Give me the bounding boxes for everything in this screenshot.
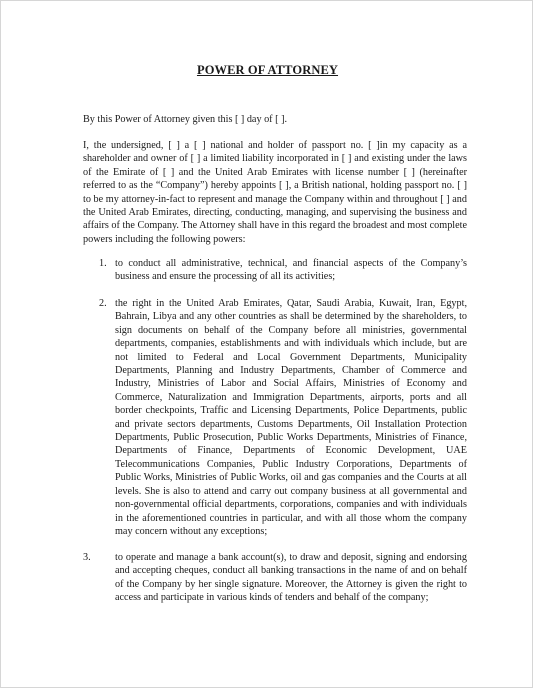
list-item-text: to conduct all administrative, technical, and financial aspects of the Company’s business and ensure the processing of all its activities; [115, 258, 467, 283]
body-paragraph: I, the undersigned, [ ] a [ ] national and holder of passport no. [ ]in my capacity as a shareholder and owner of [ ] a limited liability incorporated in [ ] and existing under the laws of the Emirate of [ ] and the United Arab Emirates with license number [ ] (hereinafter referred to as the “Company”) hereby appoints [ ], a British national, holding passport no. [ ] to be my attorney-in-fact to represent and manage the Company within and throughout [ ] and the United Arab Emirates, directing, conducting, managing, and supervising the business and affairs of the Company. The Attorney shall have in this regard the broadest and most complete powers including the following powers: [83, 140, 467, 245]
list-item-number: 3. [83, 552, 91, 563]
list-item-number: 2. [99, 298, 107, 309]
intro-paragraph: By this Power of Attorney given this [ ] day of [ ]. [83, 114, 288, 125]
list-item-text: to operate and manage a bank account(s), to draw and deposit, signing and endorsing and accepting cheques, conduct all banking transactions in the name of and on behalf of the Company by her single signature. Moreover, the Attorney is given the right to access and participate in various kinds of tenders and behalf of the company; [115, 552, 467, 604]
list-item-number: 1. [99, 258, 107, 269]
document-title: POWER OF ATTORNEY [196, 63, 339, 77]
list-item-text: the right in the United Arab Emirates, Qatar, Saudi Arabia, Kuwait, Iran, Egypt, Bahrain, Libya and any other countries as shall be determined by the shareholders, to sign documents on behalf of the Company before all ministries, governmental departments, companies, establishments and with individuals which include, but are not limited to Federal and Local Government Departments, Municipality Departments, Planning and Industry Departments, Chamber of Commerce and Industry, Ministries of Labor and Social Affairs, Ministries of Economy and Commerce, Naturalization and Immigration Departments, airports, ports and all border checkpoints, Traffic and Licensing Departments, Police Departments, public and private sectors departments, Customs Departments, Oil Installation Protection Departments, Public Prosecution, Public Works Departments, Ministries of Finance, Departments of Finance, Departments of Economic Development, UAE Telecommunications Companies, Public Industry Corporations, Departments of Public Works, Ministries of Public Works, oil and gas companies and the Courts at all levels. She is also to attend and carry out company business at all governmental and non-governmental official departments, corporations, companies and with individuals in the aforementioned countries in particular, and with all those whom the company may concern without any exceptions; [115, 298, 467, 537]
